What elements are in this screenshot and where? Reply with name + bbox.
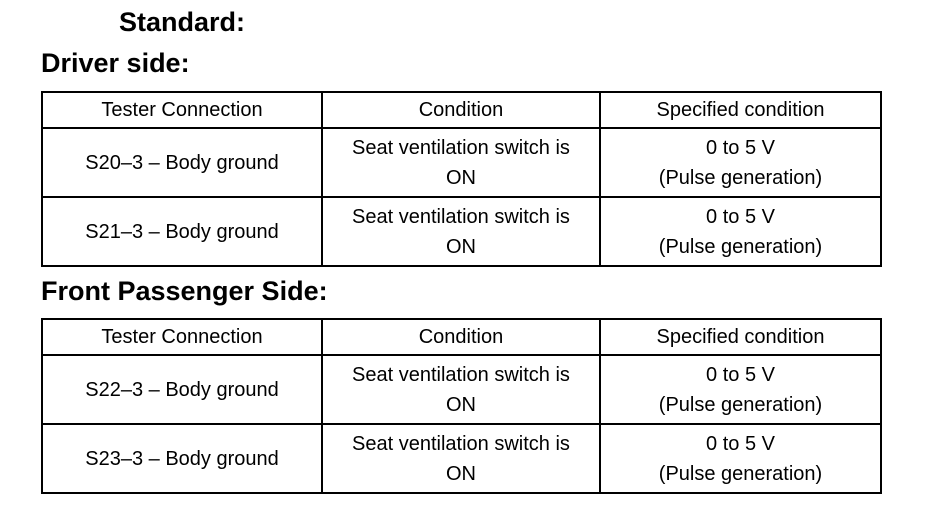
condition-cell xyxy=(322,355,600,424)
condition-line: ON xyxy=(446,235,476,258)
table-row xyxy=(42,355,881,424)
condition-line: ON xyxy=(446,166,476,189)
specified-line: 0 to 5 V xyxy=(706,363,775,386)
tester-connection-cell: S23–3 – Body ground xyxy=(42,424,322,493)
header-tester-connection: Tester Connection xyxy=(42,319,322,355)
table-header-row xyxy=(42,319,881,355)
tester-connection-cell: S22–3 – Body ground xyxy=(42,355,322,424)
header-specified-condition: Specified condition xyxy=(600,92,881,128)
specified-line: 0 to 5 V xyxy=(706,432,775,455)
specified-line: 0 to 5 V xyxy=(706,205,775,228)
condition-line: Seat ventilation switch is xyxy=(352,363,570,386)
standard-heading: Standard: xyxy=(119,7,246,37)
tester-connection-cell: S20–3 – Body ground xyxy=(42,128,322,197)
table-row xyxy=(42,128,881,197)
table-row xyxy=(42,197,881,266)
condition-cell xyxy=(322,424,600,493)
specified-condition-cell xyxy=(600,355,881,424)
specified-line: (Pulse generation) xyxy=(658,462,823,485)
tester-connection-cell: S21–3 – Body ground xyxy=(42,197,322,266)
header-condition: Condition xyxy=(322,92,600,128)
condition-line: Seat ventilation switch is xyxy=(352,432,570,455)
condition-cell xyxy=(322,197,600,266)
specified-line: (Pulse generation) xyxy=(658,393,823,416)
table-header-row xyxy=(42,92,881,128)
header-tester-connection: Tester Connection xyxy=(42,92,322,128)
specified-condition-cell xyxy=(600,128,881,197)
specified-line: (Pulse generation) xyxy=(658,166,823,189)
front-passenger-side-table xyxy=(41,318,882,494)
driver-side-heading: Driver side: xyxy=(41,48,190,78)
condition-cell xyxy=(322,128,600,197)
specified-line: (Pulse generation) xyxy=(658,235,823,258)
table-row xyxy=(42,424,881,493)
header-specified-condition: Specified condition xyxy=(600,319,881,355)
specified-line: 0 to 5 V xyxy=(706,136,775,159)
specified-condition-cell xyxy=(600,424,881,493)
condition-line: Seat ventilation switch is xyxy=(352,136,570,159)
condition-line: ON xyxy=(446,462,476,485)
specified-condition-cell xyxy=(600,197,881,266)
condition-line: ON xyxy=(446,393,476,416)
driver-side-table xyxy=(41,91,882,267)
header-condition: Condition xyxy=(322,319,600,355)
front-passenger-side-heading: Front Passenger Side: xyxy=(41,276,328,306)
condition-line: Seat ventilation switch is xyxy=(352,205,570,228)
